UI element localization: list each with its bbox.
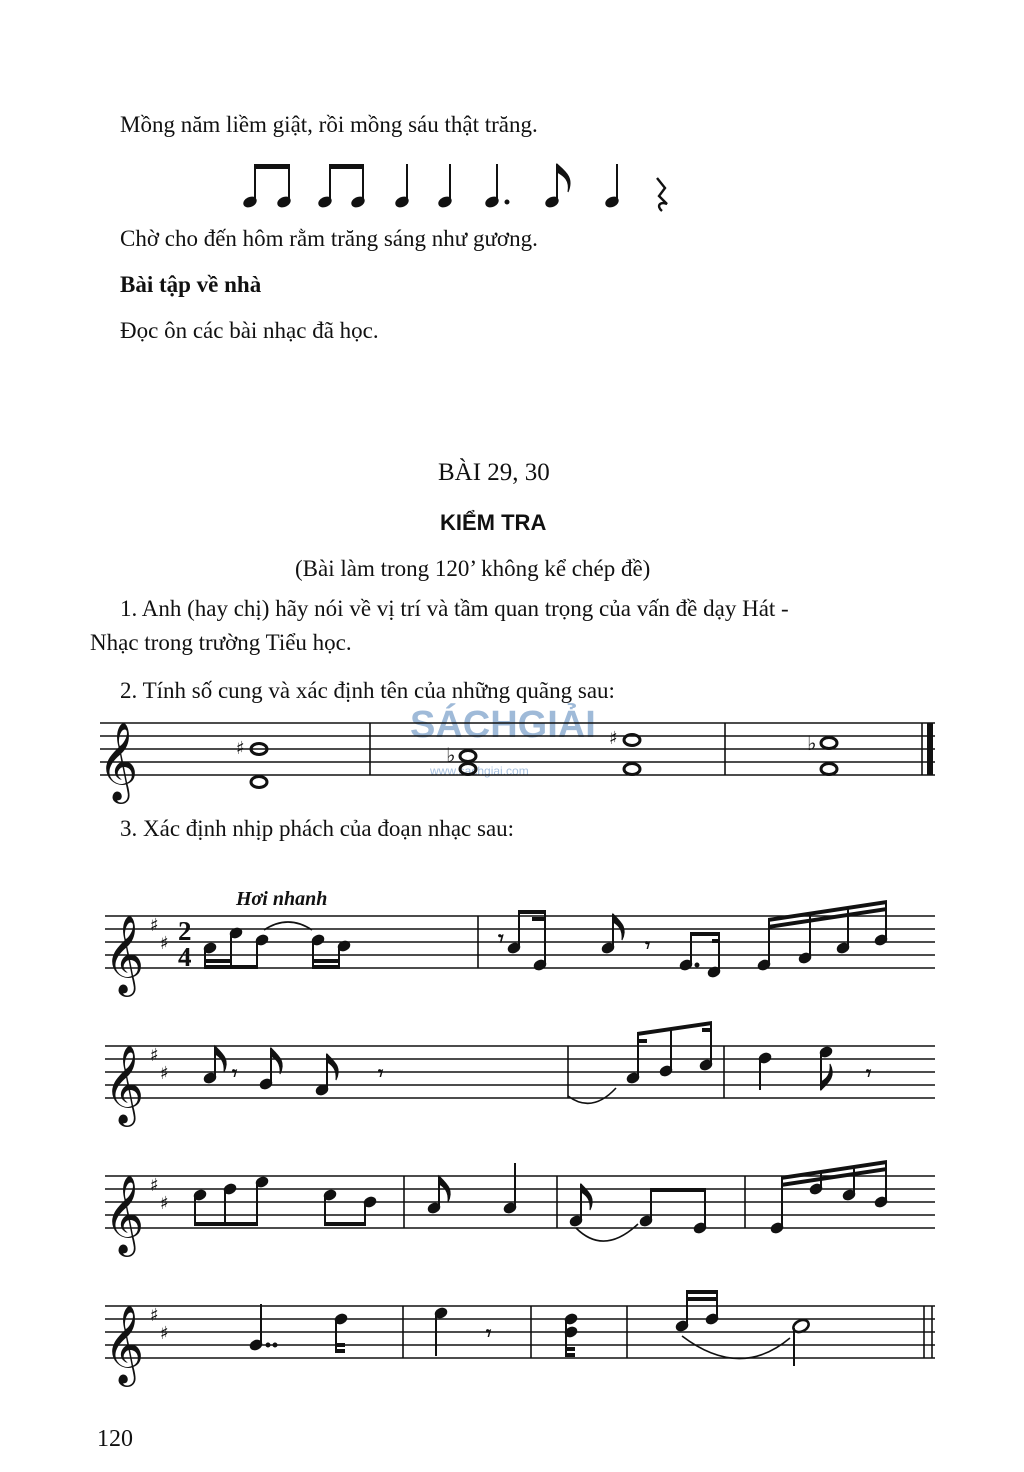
svg-text:𝄾: 𝄾 bbox=[866, 1061, 872, 1085]
question-2: 2. Tính số cung và xác định tên của những quãng sau: bbox=[120, 678, 615, 703]
melody-staff-2 bbox=[104, 1021, 935, 1127]
homework-text: Đọc ôn các bài nhạc đã học. bbox=[120, 318, 379, 343]
sharp-icon: ♯ bbox=[160, 933, 169, 954]
treble-clef-icon: 𝄞 bbox=[104, 1305, 145, 1384]
melody-staff-1 bbox=[104, 900, 935, 997]
question-3: 3. Xác định nhịp phách của đoạn nhạc sau: bbox=[120, 816, 515, 841]
lesson-number: BÀI 29, 30 bbox=[438, 459, 550, 486]
sharp-icon: ♯ bbox=[150, 1045, 159, 1066]
treble-clef-icon: 𝄞 bbox=[104, 1175, 145, 1254]
treble-clef-icon: 𝄞 bbox=[104, 915, 145, 994]
lyric-line-2: Chờ cho đến hôm rằm trăng sáng như gương. bbox=[120, 226, 538, 251]
svg-text:𝄾: 𝄾 bbox=[486, 1321, 492, 1345]
svg-text:♯: ♯ bbox=[236, 738, 245, 759]
page-number: 120 bbox=[97, 1426, 133, 1452]
lesson-subtitle: (Bài làm trong 120’ không kể chép đề) bbox=[295, 556, 651, 581]
svg-text:𝄾: 𝄾 bbox=[645, 933, 651, 957]
lyric-line-1: Mồng năm liềm giật, rồi mồng sáu thật trăng. bbox=[120, 112, 538, 137]
melody-staff-3 bbox=[104, 1160, 935, 1257]
melody-staff-4 bbox=[104, 1290, 935, 1387]
homework-title: Bài tập về nhà bbox=[120, 272, 262, 297]
time-signature-bottom: 4 bbox=[178, 942, 192, 972]
question-1-line-2: Nhạc trong trường Tiểu học. bbox=[90, 630, 352, 655]
svg-text:𝄾: 𝄾 bbox=[498, 927, 504, 952]
watermark-url: www.sachgiai.com bbox=[430, 764, 529, 778]
time-signature-top: 2 bbox=[178, 916, 192, 946]
sharp-icon: ♯ bbox=[150, 1175, 159, 1196]
sharp-icon: ♯ bbox=[160, 1063, 169, 1084]
svg-text:𝄾: 𝄾 bbox=[232, 1061, 238, 1085]
svg-text:♭: ♭ bbox=[807, 731, 817, 755]
sharp-icon: ♯ bbox=[150, 1305, 159, 1326]
sharp-icon: ♯ bbox=[150, 915, 159, 936]
svg-text:𝄾: 𝄾 bbox=[378, 1061, 384, 1085]
treble-clef-icon: 𝄞 bbox=[98, 722, 139, 801]
treble-clef-icon: 𝄞 bbox=[104, 1045, 145, 1124]
question-1-line-1: 1. Anh (hay chị) hãy nói về vị trí và tầm quan trọng của vấn đề dạy Hát - bbox=[120, 596, 789, 621]
tempo-marking: Hơi nhanh bbox=[236, 888, 328, 910]
svg-text:♯: ♯ bbox=[609, 728, 618, 749]
sharp-icon: ♯ bbox=[160, 1323, 169, 1344]
sharp-icon: ♯ bbox=[160, 1193, 169, 1214]
watermark-brand: SÁCHGIẢI bbox=[410, 704, 596, 746]
svg-text:♭: ♭ bbox=[446, 743, 456, 767]
lesson-title: KIỂM TRA bbox=[440, 510, 547, 535]
